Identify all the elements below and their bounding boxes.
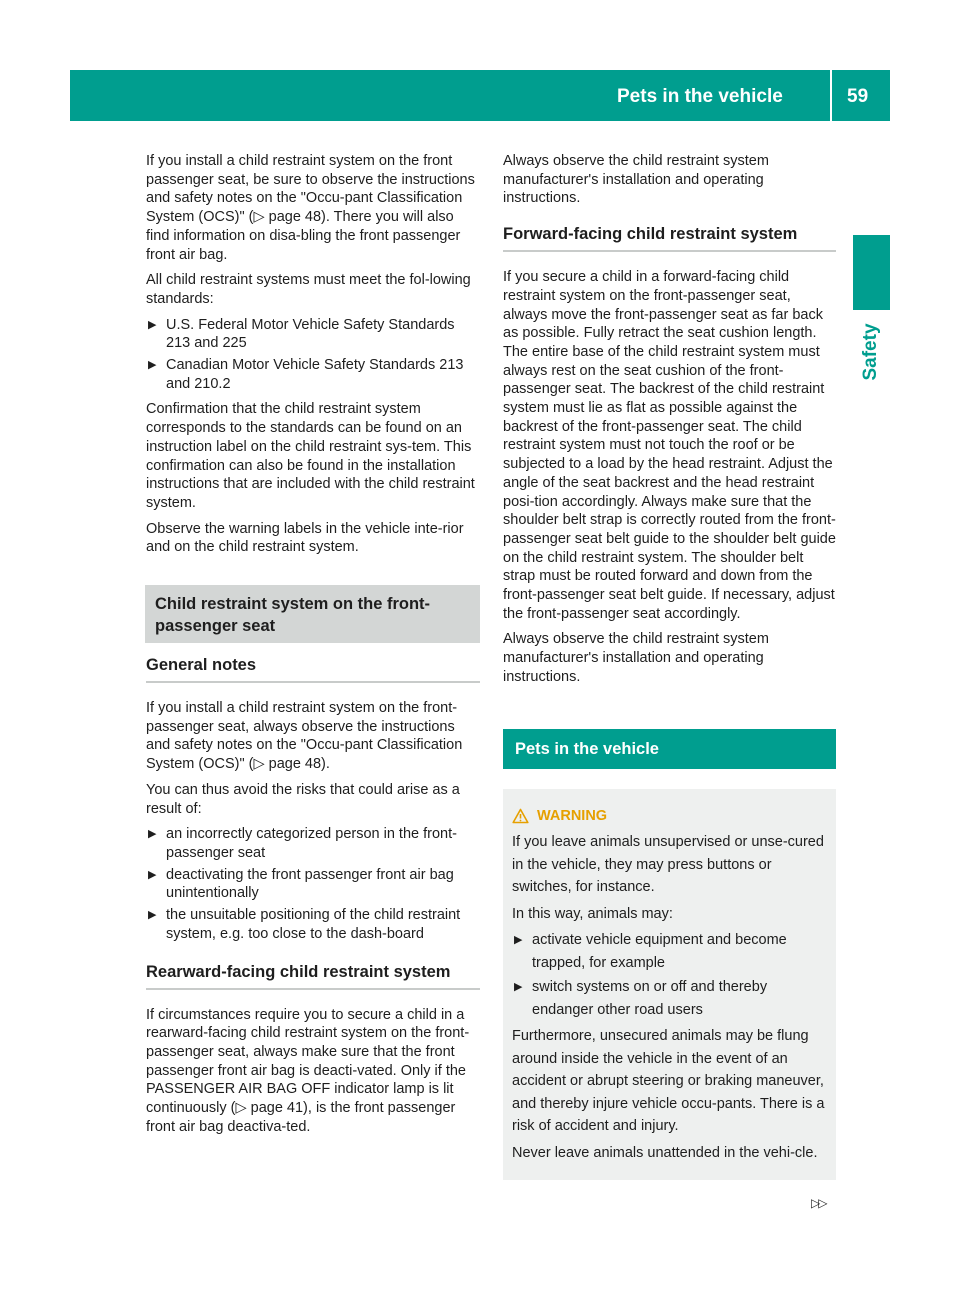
side-tab bbox=[853, 322, 890, 382]
warning-triangle-icon bbox=[512, 808, 529, 824]
paragraph: Observe the warning labels in the vehicle inte-rior and on the child restraint system. bbox=[146, 520, 464, 556]
paragraph: Always observe the child restraint system manufacturer's installation and operating instructions. bbox=[503, 631, 769, 685]
paragraph: All child restraint systems must meet the fol-lowing standards: bbox=[146, 272, 471, 307]
bullet-icon: ▶ bbox=[148, 318, 157, 331]
heading-general-notes: General notes bbox=[146, 655, 480, 683]
bullet-icon: ▶ bbox=[514, 981, 523, 994]
bullet-icon: ▶ bbox=[148, 828, 157, 841]
paragraph: If you secure a child in a forward-facing child restraint system on the front-passenger seat, always move the front-passenger seat as far back as possible. Fully retract the seat cushion length. The entire base of the child restraint system must always rest on the seat cushion of the front-passenger seat. The backrest of the child restraint system must lie as flat as possible against the backrest of the front-passenger seat. The child restraint system must not touch the roof or be subjected to a load by the head restraint. Adjust the angle of the seat backrest and the head restraint posi-tion accordingly. Always make sure that the shoulder belt strap is correctly routed from the front-passenger seat belt guide to the shoulder belt guide on the child restraint system. The shoulder belt strap must be routed forward and down from the front-passenger seat belt guide. If necessary, adjust the front-passenger seat accordingly. bbox=[503, 269, 836, 622]
list-item-text: switch systems on or off and thereby endanger other road users bbox=[532, 979, 768, 1018]
warning-title-text: WARNING bbox=[537, 807, 608, 824]
section-title-pets: Pets in the vehicle bbox=[503, 729, 836, 769]
list-item-text: Canadian Motor Vehicle Safety Standards 213 and 210.2 bbox=[166, 357, 464, 392]
list-item bbox=[146, 906, 480, 943]
section-title-front-seat: Child restraint system on the front-passenger seat bbox=[145, 585, 480, 643]
continue-marker: ▷▷ bbox=[811, 1196, 826, 1210]
side-marker bbox=[853, 235, 890, 310]
right-column bbox=[503, 152, 836, 1180]
paragraph: If you install a child restraint system on the front-passenger seat, always observe the instructions and safety notes on the "Occu-pant Classification System (OCS)" (▷ page 48). bbox=[146, 700, 463, 773]
list-item-text: U.S. Federal Motor Vehicle Safety Standards 213 and 225 bbox=[166, 316, 455, 352]
list-item-text: activate vehicle equipment and become trapped, for example bbox=[532, 932, 787, 971]
paragraph: Always observe the child restraint system manufacturer's installation and operating instructions. bbox=[503, 153, 769, 207]
warning-title bbox=[512, 805, 827, 828]
paragraph: Confirmation that the child restraint system corresponds to the standards can be found on an instruction label on the child restraint sys-tem. This confirmation can also be found in the installation instructions that are included with the child restraint system. bbox=[146, 401, 475, 511]
risks-list bbox=[146, 825, 480, 943]
paragraph: You can thus avoid the risks that could arise as a result of: bbox=[146, 781, 460, 817]
side-tab-label: Safety bbox=[860, 323, 881, 381]
heading-rearward-facing: Rearward-facing child restraint system bbox=[146, 962, 480, 990]
warning-box bbox=[503, 789, 836, 1181]
paragraph: Furthermore, unsecured animals may be flung around inside the vehicle in the event of an accident or abrupt steering or braking maneuver, and thereby injure vehicle occu-pants. There is a risk of accident and injury. bbox=[512, 1028, 825, 1135]
warning-list bbox=[512, 929, 827, 1021]
list-item bbox=[146, 825, 480, 862]
list-item bbox=[146, 866, 480, 903]
heading-forward-facing: Forward-facing child restraint system bbox=[503, 224, 836, 252]
page-number: 59 bbox=[847, 86, 869, 107]
bullet-icon: ▶ bbox=[148, 909, 157, 922]
paragraph: If you leave animals unsupervised or unse-cured in the vehicle, they may press buttons or switches, for instance. bbox=[512, 834, 824, 896]
list-item-text: the unsuitable positioning of the child restraint system, e.g. too close to the dash-board bbox=[166, 907, 461, 942]
list-item bbox=[512, 929, 827, 974]
list-item bbox=[512, 976, 827, 1021]
paragraph: If you install a child restraint system on the front passenger seat, be sure to observe the instructions and safety notes on the "Occu-pant Classification System (OCS)" (▷ page 48). There you will also find information on disa-bling the front passenger front air bag. bbox=[146, 153, 475, 263]
bullet-icon: ▶ bbox=[514, 934, 523, 947]
page-title: Pets in the vehicle bbox=[617, 86, 783, 107]
paragraph: In this way, animals may: bbox=[512, 905, 673, 922]
list-item bbox=[146, 356, 480, 393]
list-item-text: an incorrectly categorized person in the front-passenger seat bbox=[166, 826, 457, 861]
header-divider bbox=[830, 70, 832, 121]
paragraph: If circumstances require you to secure a child in a rearward-facing child restraint system on the front-passenger seat, always make sure that the front passenger front air bag is deacti-vated. Only if the PASSENGER AIR BAG OFF indicator lamp is lit continuously (▷ page 41), is the front passenger front air bag deactiva-ted. bbox=[146, 1006, 470, 1135]
paragraph: Never leave animals unattended in the vehi-cle. bbox=[512, 1144, 818, 1161]
bullet-icon: ▶ bbox=[148, 359, 157, 372]
list-item bbox=[146, 316, 480, 353]
standards-list bbox=[146, 316, 480, 394]
list-item-text: deactivating the front passenger front air bag unintentionally bbox=[166, 866, 454, 902]
left-column bbox=[146, 152, 480, 1143]
bullet-icon: ▶ bbox=[148, 868, 157, 881]
